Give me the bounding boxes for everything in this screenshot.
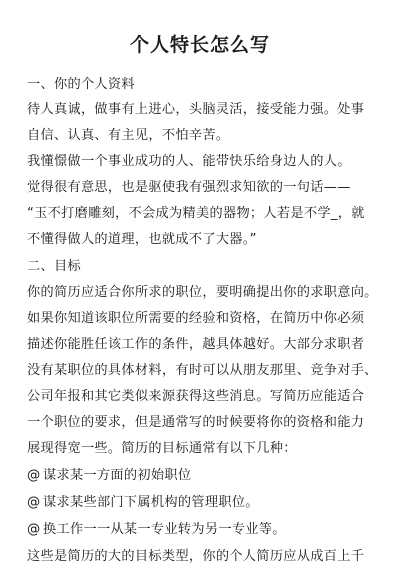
paragraph-line: 如果你知道该职位所需要的经验和资格，在简历中你必须 [27,311,365,326]
bullet-text: 谋求某一方面的初始职位 [43,468,192,483]
paragraph-line: 没有某职位的具体材料，有时可以从朋友那里、竞争对手、 [27,363,378,378]
paragraph-line: 你的简历应适合你所求的职位，要明确提出你的求职意向。 [27,285,378,300]
paragraph-line: 这些是简历的大的目标类型，你的个人简历应从成百上千 [27,549,365,564]
bullet-symbol: @ [27,495,41,510]
paragraph-line: 不懂得做人的道理，也就成不了大器。” [27,232,257,247]
bullet-item [27,494,259,512]
bullet-item [27,467,191,485]
page-title: 个人特长怎么写 [129,34,270,56]
paragraph-line: “玉不打磨雕刻，不会成为精美的器物；人若是不学_，就 [27,206,365,221]
paragraph-line: 一个职位的要求，但是通常写的时候要将你的资格和能力 [27,415,365,430]
bullet-text: 换工作一一从某一专业转为另一专业等。 [43,522,286,537]
paragraph-line: 我懂憬做一个事业成功的人、能带快乐给身边人的人。 [27,154,351,169]
paragraph-line: 待人真诚，做事有上进心，头脑灵活，接受能力强。处事 [27,102,365,117]
paragraph-line: 自信、认真、有主见，不怕辛苦。 [27,128,230,143]
bullet-text: 谋求某些部门下属机构的管理职位。 [43,495,259,510]
section-heading-goals: 二、目标 [27,259,81,274]
bullet-symbol: @ [27,468,41,483]
paragraph-line: 觉得很有意思，也是驱使我有强烈求知欲的一句话—— [27,180,351,195]
section-heading-personal-info: 一、你的个人资料 [27,77,135,92]
bullet-symbol: @ [27,522,41,537]
paragraph-line: 描述你能胜任该工作的条件，越具体越好。大部分求职者 [27,337,365,352]
paragraph-line: 公司年报和其它类似来源获得这些消息。写简历应能适合 [27,389,365,404]
bullet-item [27,521,286,539]
paragraph-line: 展现得宽一些。简历的目标通常有以下几种： [27,441,297,456]
